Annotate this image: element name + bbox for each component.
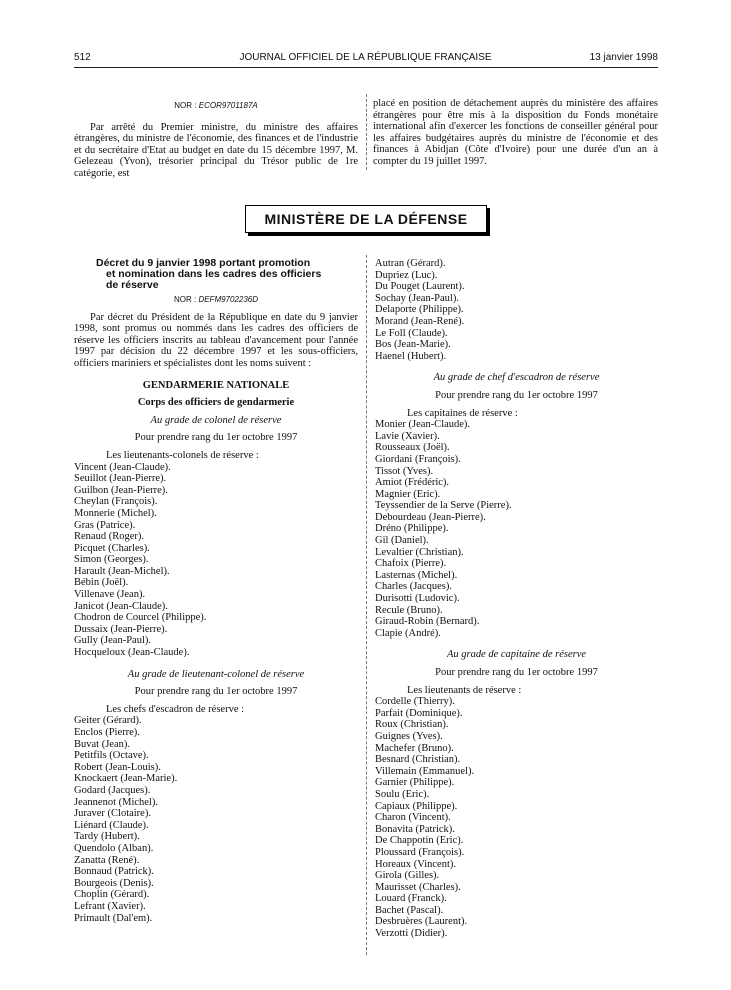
officer-name: Bonnaud (Patrick). xyxy=(74,866,154,878)
officer-name: Roux (Christian). xyxy=(375,719,449,731)
officer-name: Buvat (Jean). xyxy=(74,738,130,750)
officer-name: Rousseaux (Joël). xyxy=(375,442,450,454)
officer-name: Autran (Gérard). xyxy=(375,258,446,269)
page-number: 512 xyxy=(74,52,91,63)
officer-name: Cheylan (François). xyxy=(74,496,158,508)
decree-left-column xyxy=(74,258,358,924)
officer-name: Verzotti (Didier). xyxy=(375,928,448,940)
officer-name: Monier (Jean-Claude). xyxy=(375,419,471,431)
intro-ltcol: Les chefs d'escadron de réserve : xyxy=(106,703,245,715)
colonel-list xyxy=(74,462,358,659)
officer-name: Dussaix (Jean-Pierre). xyxy=(74,623,168,635)
corps-heading: Corps des officiers de gendarmerie xyxy=(137,397,295,409)
officer-name: Cordelle (Thierry). xyxy=(375,696,455,708)
officer-name: Garnier (Philippe). xyxy=(375,777,455,789)
chef-list xyxy=(375,419,658,639)
top-right-column xyxy=(373,98,658,168)
officer-name: Recule (Bruno). xyxy=(375,604,443,616)
officer-name: Maurisset (Charles). xyxy=(375,881,461,893)
officer-name: Louard (Franck). xyxy=(375,893,447,905)
officer-name: Parfait (Dominique). xyxy=(375,707,463,719)
officer-name: Sochay (Jean-Paul). xyxy=(375,292,459,304)
officer-name: Bébin (Joël). xyxy=(74,577,129,589)
officer-name: Hocqueloux (Jean-Claude). xyxy=(74,647,190,659)
officer-name: Soulu (Eric). xyxy=(375,788,430,800)
officer-name: Godard (Jacques). xyxy=(74,784,151,796)
officer-name: Bonavita (Patrick). xyxy=(375,823,455,835)
officer-name: Liénard (Claude). xyxy=(74,819,149,831)
ltcol-list xyxy=(74,715,358,924)
arrete-paragraph: Par arrêté du Premier ministre, du ministre des affaires étrangères, du ministre de l'économie, des finances et de l'industrie et du secrétaire d'Etat au budget en date du 15 décembre 1997, M. Gelezeau (Yvon), trésorier principal du Trésor public de 1re catégorie, est xyxy=(74,121,358,179)
officer-name: Renaud (Roger). xyxy=(74,531,144,543)
officer-name: Robert (Jean-Louis). xyxy=(74,761,161,773)
officer-name: Gras (Patrice). xyxy=(74,519,136,531)
officer-name: Choplin (Gérard). xyxy=(74,889,150,901)
officer-name: Jeannenot (Michel). xyxy=(74,796,158,808)
officer-name: Lefrant (Xavier). xyxy=(74,900,146,912)
officer-name: Seuillot (Jean-Pierre). xyxy=(74,473,167,485)
grade-capitaine-heading: Au grade de capitaine de réserve xyxy=(446,649,587,661)
officer-name: Juraver (Clotaire). xyxy=(74,808,151,820)
rank-colonel: Pour prendre rang du 1er octobre 1997 xyxy=(134,432,298,444)
officer-name: Delaporte (Philippe). xyxy=(375,304,464,316)
detachement-paragraph: placé en position de détachement auprès du ministère des affaires étrangères pour être mis à la disposition du Fonds monétaire international afin d'exercer les fonctions de conseiller général pour les affaires budgétaires auprès du ministre de l'économie et des finances à Abidjan (Côte d'Ivoire) pour une durée d'un an à compter du 19 juillet 1997. xyxy=(373,98,658,167)
decree-intro: Par décret du Président de la République en date du 9 janvier 1998, sont promus ou nommés dans les cadres des officiers de réserve les officiers inscrits au tableau d'avancement pour l'année 1997 par décision du 22 décembre 1997 et les sous-officiers, officiers mariniers et spécialistes dont les noms suivent : xyxy=(74,311,358,369)
officer-name: Charon (Vincent). xyxy=(375,812,451,824)
nor-reference: NOR : ECOR9701187A xyxy=(174,101,258,110)
officer-name: Haenel (Hubert). xyxy=(375,350,447,362)
grade-ltcol-heading: Au grade de lieutenant-colonel de réserve xyxy=(127,668,305,680)
officer-name: Levaltier (Christian). xyxy=(375,546,464,558)
officer-name: Harault (Jean-Michel). xyxy=(74,565,170,577)
officer-name: Zanatta (René). xyxy=(74,854,140,866)
officer-name: Villenave (Jean). xyxy=(74,589,146,601)
officer-name: Janicot (Jean-Claude). xyxy=(74,600,168,612)
officer-name: Dréno (Philippe). xyxy=(375,523,449,535)
issue-date: 13 janvier 1998 xyxy=(589,52,658,63)
officer-name: Girola (Gilles). xyxy=(375,870,440,882)
column-divider xyxy=(366,94,367,170)
decree-title: Décret du 9 janvier 1998 portant promotion et nomination dans les cadres des officiers de réserve xyxy=(96,257,322,291)
decree-right-column xyxy=(375,258,658,940)
officer-name: Guignes (Yves). xyxy=(375,730,443,742)
officer-name: Machefer (Bruno). xyxy=(375,742,454,754)
top-left-column xyxy=(74,100,358,180)
officer-name: Durisotti (Ludovic). xyxy=(375,593,460,605)
officer-name: Capiaux (Philippe). xyxy=(375,800,458,812)
officer-name: Chodron de Courcel (Philippe). xyxy=(74,612,207,624)
officer-name: Guilbon (Jean-Pierre). xyxy=(74,484,168,496)
officer-name: Besnard (Christian). xyxy=(375,754,461,766)
grade-colonel-heading: Au grade de colonel de réserve xyxy=(150,414,282,426)
officer-name: Giraud-Robin (Bernard). xyxy=(375,616,480,628)
column-divider-main xyxy=(366,255,367,955)
officer-name: Giordani (François). xyxy=(375,453,461,465)
officer-name: Vincent (Jean-Claude). xyxy=(74,461,171,473)
officer-name: Petitfils (Octave). xyxy=(74,750,149,762)
officer-name: Simon (Georges). xyxy=(74,554,149,566)
header-rule xyxy=(74,67,658,68)
journal-title: JOURNAL OFFICIEL DE LA RÉPUBLIQUE FRANÇAISE xyxy=(239,52,492,63)
officer-name: Tardy (Hubert). xyxy=(74,831,140,843)
decree-nor: NOR : DEFM9702236D xyxy=(173,295,259,304)
rank-chef: Pour prendre rang du 1er octobre 1997 xyxy=(435,389,598,401)
intro-capitaine: Les lieutenants de réserve : xyxy=(407,684,522,696)
officer-name: Bourgeois (Denis). xyxy=(74,877,154,889)
officer-name: Gully (Jean-Paul). xyxy=(74,635,151,647)
officer-name: Le Foll (Claude). xyxy=(375,327,448,339)
intro-colonel: Les lieutenants-colonels de réserve : xyxy=(106,449,259,461)
ministry-heading: MINISTÈRE DE LA DÉFENSE xyxy=(245,205,487,233)
officer-name: Knockaert (Jean-Marie). xyxy=(74,773,178,785)
officer-name: Magnier (Eric). xyxy=(375,488,441,500)
officer-name: Chafoix (Pierre). xyxy=(375,558,447,570)
rank-capitaine: Pour prendre rang du 1er octobre 1997 xyxy=(435,667,598,678)
officer-name: Desbruères (Laurent). xyxy=(375,916,468,928)
officer-name: Quendolo (Alban). xyxy=(74,842,154,854)
rank-ltcol: Pour prendre rang du 1er octobre 1997 xyxy=(134,686,298,698)
officer-name: De Chappotin (Eric). xyxy=(375,835,464,847)
gendarmerie-heading: GENDARMERIE NATIONALE xyxy=(142,379,290,391)
officer-name: Morand (Jean-René). xyxy=(375,315,465,327)
officer-name: Teyssendier de la Serve (Pierre). xyxy=(375,500,512,512)
officer-name: Amiot (Frédéric). xyxy=(375,477,450,489)
grade-chef-heading: Au grade de chef d'escadron de réserve xyxy=(433,372,600,384)
officer-name: Horeaux (Vincent). xyxy=(375,858,457,870)
ltcol-list-continued xyxy=(375,258,658,362)
officer-name: Charles (Jacques). xyxy=(375,581,452,593)
capitaine-list xyxy=(375,696,658,939)
officer-name: Enclos (Pierre). xyxy=(74,727,140,738)
officer-name: Lasternas (Michel). xyxy=(375,569,458,581)
officer-name: Bos (Jean-Marie). xyxy=(375,339,451,351)
officer-name: Geiter (Gérard). xyxy=(74,715,142,727)
officer-name: Primault (Dal'em). xyxy=(74,912,153,924)
officer-name: Ploussard (François). xyxy=(375,846,465,858)
officer-name: Lavie (Xavier). xyxy=(375,430,440,442)
officer-name: Monnerie (Michel). xyxy=(74,507,157,519)
officer-name: Picquet (Charles). xyxy=(74,542,150,554)
officer-name: Dupriez (Luc). xyxy=(375,269,438,281)
intro-chef: Les capitaines de réserve : xyxy=(407,407,518,419)
officer-name: Tissot (Yves). xyxy=(375,465,434,477)
officer-name: Villemain (Emmanuel). xyxy=(375,765,475,777)
officer-name: Bachet (Pascal). xyxy=(375,904,444,916)
officer-name: Clapie (André). xyxy=(375,627,441,639)
officer-name: Gil (Daniel). xyxy=(375,535,429,547)
officer-name: Du Pouget (Laurent). xyxy=(375,281,465,293)
officer-name: Debourdeau (Jean-Pierre). xyxy=(375,511,486,523)
